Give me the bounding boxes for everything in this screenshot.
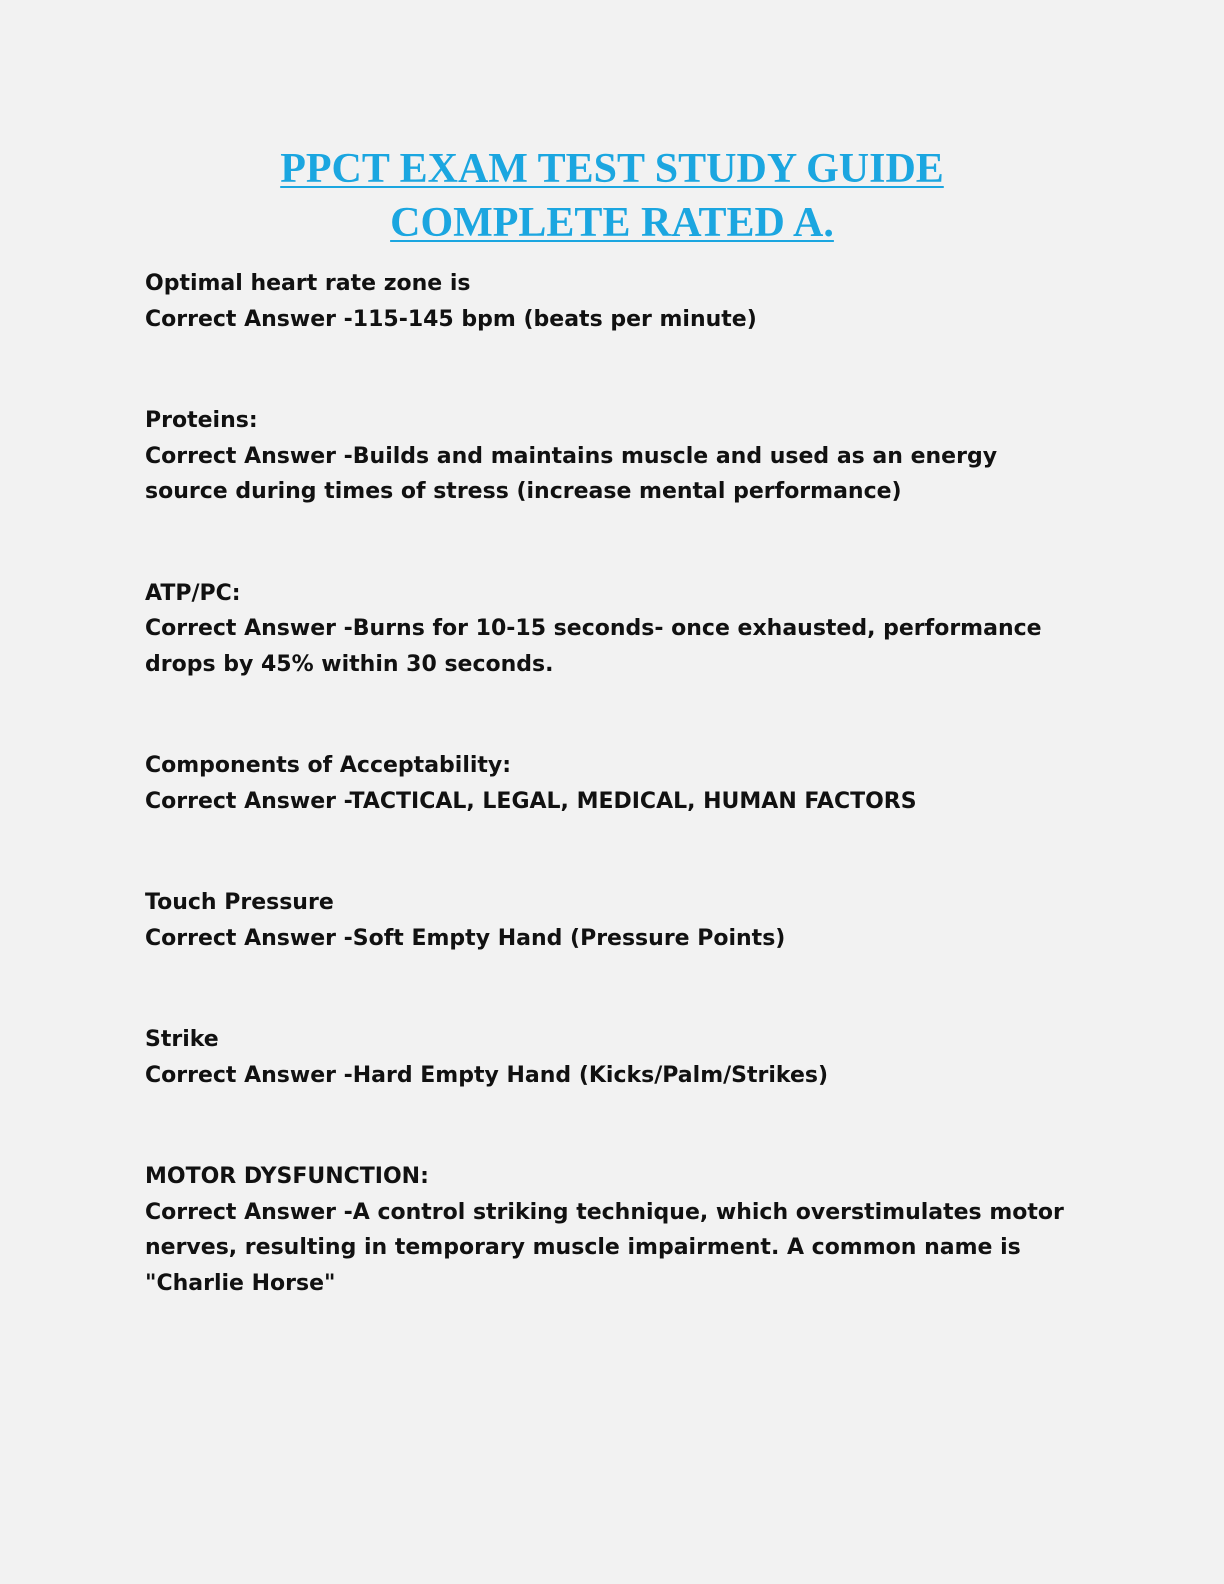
qa-item <box>145 576 1085 683</box>
question-text: ATP/PC: <box>145 580 241 606</box>
title-line-1: PPCT EXAM TEST STUDY GUIDE <box>280 146 944 192</box>
answer-text: Correct Answer -Hard Empty Hand (Kicks/Palm/Strikes) <box>145 1062 829 1088</box>
title-line-2: COMPLETE RATED A. <box>390 200 834 246</box>
answer-text: Correct Answer -A control striking technique, which overstimulates motor nerves, resulting in temporary muscle impairment. A common name is "Charlie Horse" <box>145 1199 1064 1296</box>
question-text: Strike <box>145 1027 219 1052</box>
answer-text: Correct Answer -Burns for 10-15 seconds- once exhausted, performance drops by 45% within 30 seconds. <box>145 616 1042 677</box>
question-text: Optimal heart rate zone is <box>145 271 471 296</box>
qa-item <box>145 403 1085 510</box>
document-title <box>0 142 1224 250</box>
answer-text: Correct Answer -Builds and maintains muscle and used as an energy source during times of stress (increase mental performance) <box>145 443 998 504</box>
question-text: Components of Acceptability: <box>145 753 512 778</box>
answer-text: Correct Answer -Soft Empty Hand (Pressure Points) <box>145 925 786 951</box>
qa-list <box>145 266 1085 1367</box>
qa-item <box>145 748 1085 819</box>
qa-item <box>145 885 1085 956</box>
answer-text: Correct Answer -TACTICAL, LEGAL, MEDICAL, HUMAN FACTORS <box>145 788 917 814</box>
qa-item <box>145 1022 1085 1093</box>
question-text: Touch Pressure <box>145 890 334 915</box>
question-text: MOTOR DYSFUNCTION: <box>145 1164 429 1189</box>
qa-item <box>145 1159 1085 1301</box>
qa-item <box>145 266 1085 337</box>
answer-text: Correct Answer -115-145 bpm (beats per minute) <box>145 306 757 332</box>
question-text: Proteins: <box>145 408 258 433</box>
